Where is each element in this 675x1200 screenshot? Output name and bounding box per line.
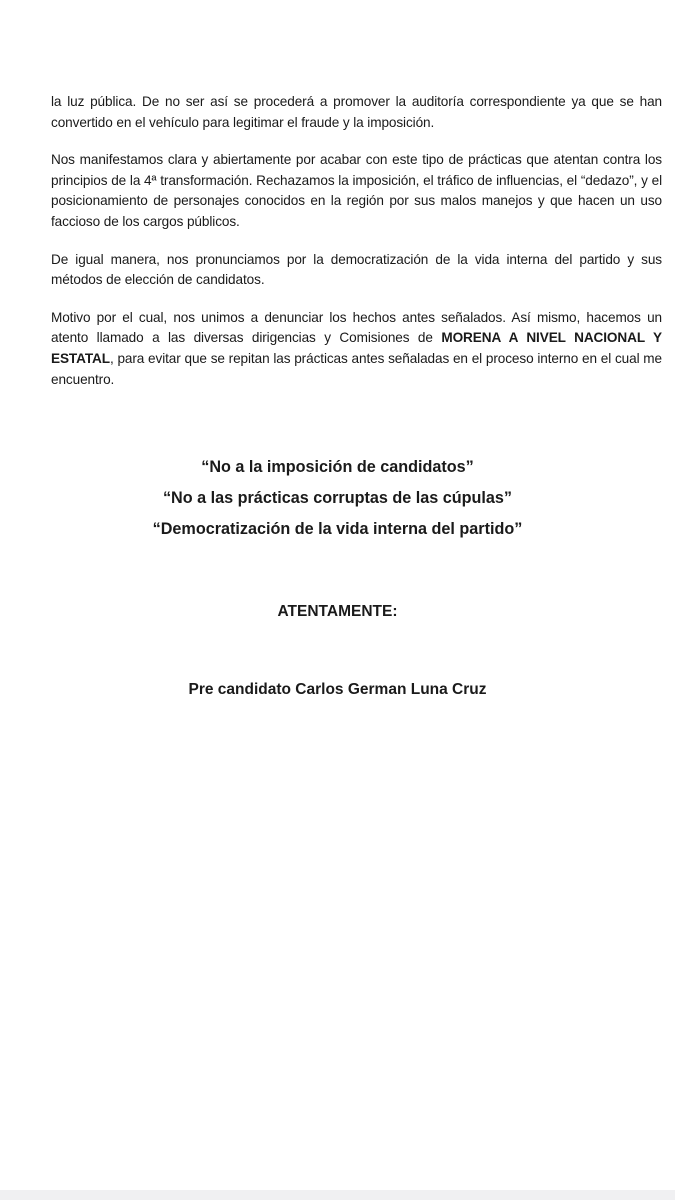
paragraph-audit: la luz pública. De no ser así se procederá a promover la auditoría correspondiente ya que se han convertido en el vehículo para legitimar el fraude y la imposición. xyxy=(51,94,662,130)
slogan-imposition: “No a la imposición de candidatos” xyxy=(201,458,474,476)
slogan-corruption: “No a las prácticas corruptas de las cúpulas” xyxy=(162,489,513,507)
signature-line: Pre candidato Carlos German Luna Cruz xyxy=(188,681,487,698)
slogans-block xyxy=(0,452,675,545)
paragraph-practices: Nos manifestamos clara y abiertamente por acabar con este tipo de prácticas que atentan contra los principios de la 4ª transformación. Rechazamos la imposición, el tráfico de influencias, el “dedazo”, y el posicionamiento de personajes conocidos en la región por sus malos manejos y que hacen un uso faccioso de los cargos públicos. xyxy=(51,152,662,229)
slogan-democratization: “Democratización de la vida interna del partido” xyxy=(152,520,523,538)
paragraph-democratization: De igual manera, nos pronunciamos por la democratización de la vida interna del partido y sus métodos de elección de candidatos. xyxy=(51,251,662,288)
letter-body xyxy=(51,92,662,407)
call-text-bold: MORENA A NIVEL NACIONAL Y ESTATAL xyxy=(51,330,663,366)
bottom-edge xyxy=(0,1190,675,1200)
paragraph-call-to-action xyxy=(51,308,662,390)
closing-salutation: ATENTAMENTE: xyxy=(277,603,398,620)
call-text-before: Motivo por el cual, nos unimos a denunciar los hechos antes señalados. Así mismo, hacemos un atento llamado a las diversas dirigencias y Comisiones de xyxy=(51,309,662,346)
call-text-after: , para evitar que se repitan las prácticas antes señaladas en el proceso interno en el cual me encuentro. xyxy=(51,350,662,387)
